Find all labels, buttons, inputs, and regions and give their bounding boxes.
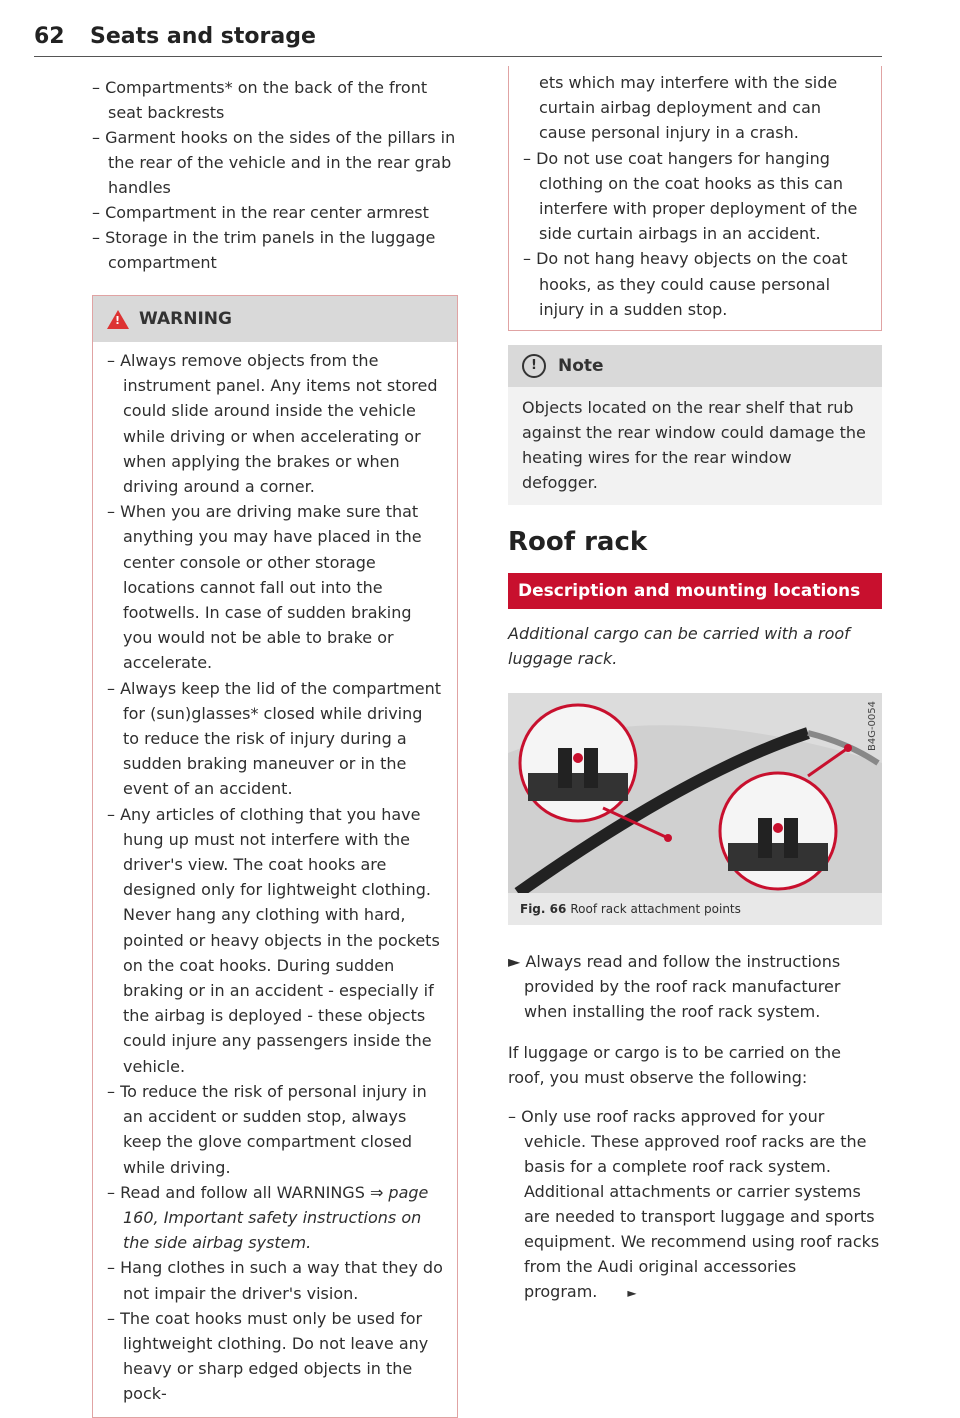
note-body: Objects located on the rear shelf that rub against the rear window could damage the heating wires for the rear window defogger. (508, 387, 882, 505)
warning-item: – Do not hang heavy objects on the coat hooks, as they could cause personal injury in a sudden stop. (523, 246, 867, 322)
warning-title: WARNING (139, 309, 232, 329)
list-item (508, 1104, 882, 1306)
note-header (508, 345, 882, 387)
page-number: 62 (34, 24, 65, 49)
section-title: Seats and storage (90, 24, 316, 49)
figure-caption (508, 893, 882, 925)
roof-rack-figure (508, 693, 882, 893)
warning-continued-text: ets which may interfere with the side curtain airbag deployment and can cause personal injury in a crash. (539, 73, 838, 143)
info-circle-icon: ! (522, 354, 546, 378)
warning-item: – To reduce the risk of personal injury in an accident or sudden stop, always keep the glove compartment closed while driving. (107, 1079, 443, 1180)
list-item: – Compartment in the rear center armrest (92, 200, 458, 225)
list-item: – Storage in the trim panels in the luggage compartment (92, 225, 458, 275)
roof-rack-illustration (508, 693, 882, 893)
note-title: Note (558, 356, 604, 377)
figure-label: Fig. 66 (520, 902, 567, 917)
warning-item: – Hang clothes in such a way that they do not impair the driver's vision. (107, 1255, 443, 1305)
warning-item: – Always keep the lid of the compartment for (sun)glasses* closed while driving to reduce the risk of injury during a sudden braking maneuver or in the event of an accident. (107, 676, 443, 802)
note-box (508, 345, 882, 505)
list-item: – Garment hooks on the sides of the pillars in the rear of the vehicle and in the rear grab handles (92, 125, 458, 200)
warning-header (93, 296, 457, 342)
lead-text: Additional cargo can be carried with a roof luggage rack. (508, 624, 850, 669)
warning-triangle-icon: ! (107, 310, 129, 329)
list-item-text: Only use roof racks approved for your vehicle. These approved roof racks are the basis for a complete roof rack system. Additional attachments or carrier systems are needed to transport luggage and sports equipment. We recommend using roof racks from the Audi original accessories program. (521, 1107, 880, 1302)
right-column (508, 66, 882, 1306)
left-column (92, 75, 458, 1418)
warning-box (92, 295, 458, 1418)
warning-item: – Do not use coat hangers for hanging clothing on the coat hooks as this can interfere with proper deployment of the side curtain airbags in an accident. (523, 146, 867, 247)
heading-roof-rack: Roof rack (508, 527, 648, 558)
warning-item: – When you are driving make sure that anything you may have placed in the center console or other storage locations cannot fall out into the footwells. In case of sudden braking you would not be able to brake or accelerate. (107, 499, 443, 675)
warning-item-read-follow (107, 1180, 443, 1256)
warning-box-continued (508, 66, 882, 331)
page-reference-link[interactable]: ⇒ page 160, Important safety instructions on the side airbag system. (123, 1182, 429, 1253)
instruction-bullet: ► Always read and follow the instructions provided by the roof rack manufacturer when installing the roof rack system. (508, 952, 841, 1022)
warning-item: – Always remove objects from the instrument panel. Any items not stored could slide around inside the vehicle while driving or when accelerating or when applying the brakes or when driving around a corner. (107, 348, 443, 499)
figure-caption-text: Roof rack attachment points (570, 902, 741, 917)
warning-body (93, 342, 457, 1417)
figure-code: B4G-0054 (867, 701, 878, 752)
paragraph: If luggage or cargo is to be carried on the roof, you must observe the following: (508, 1043, 841, 1088)
header-rule (34, 56, 882, 57)
continue-arrow-icon: ► (627, 1286, 637, 1301)
list-item: – Compartments* on the back of the front seat backrests (92, 75, 458, 125)
warning-item: – The coat hooks must only be used for lightweight clothing. Do not leave any heavy or sharp edged objects in the pock- (107, 1306, 443, 1407)
read-follow-text: Read and follow all WARNINGS (120, 1182, 365, 1202)
warning-item: – Any articles of clothing that you have hung up must not interfere with the driver's view. The coat hooks are designed only for lightweight clothing. Never hang any clothing with hard, pointed or heavy objects in the pockets on the coat hooks. During sudden braking or in an accident - especially if the airbag is deployed - these objects could injure any passengers inside the vehicle. (107, 802, 443, 1079)
subsection-title: Description and mounting locations (508, 573, 882, 609)
